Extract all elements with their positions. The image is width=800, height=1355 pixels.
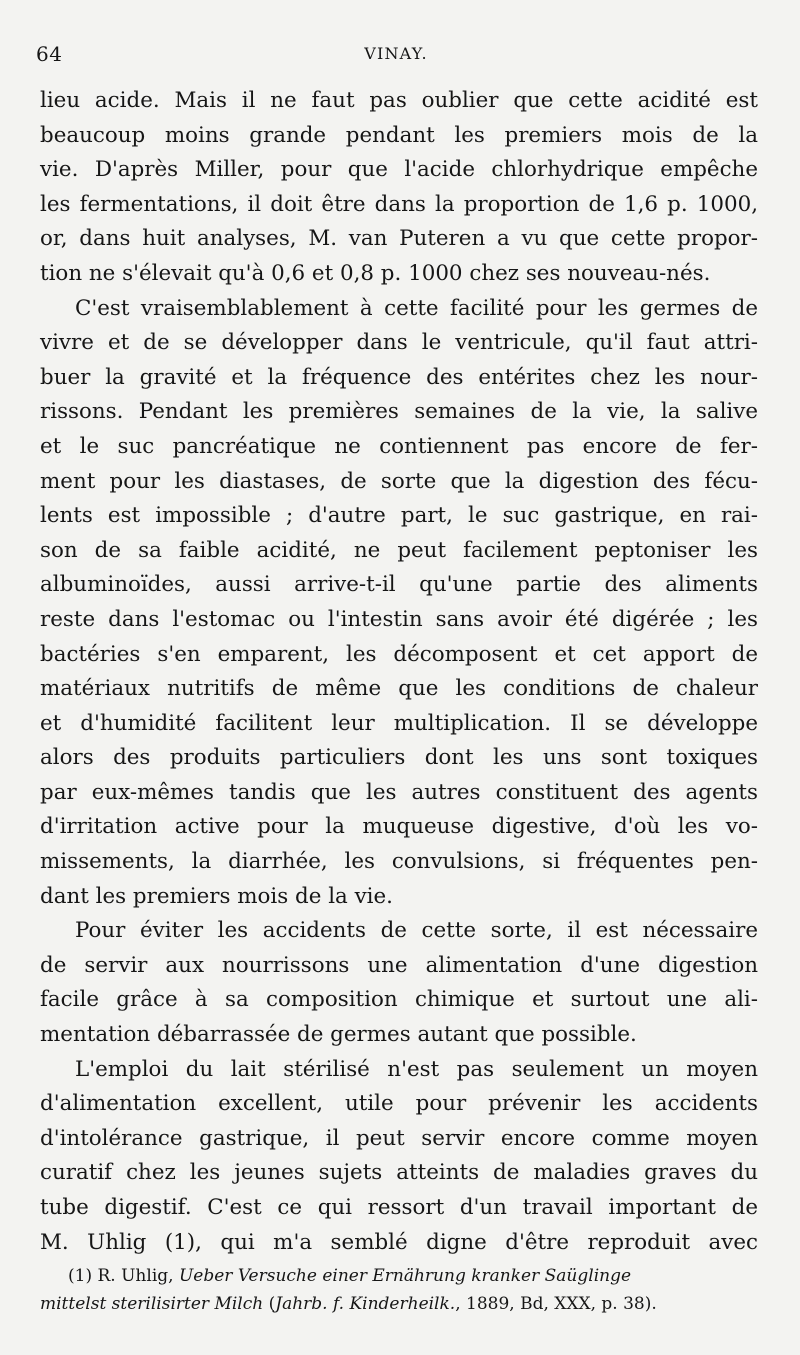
text-line: les fermentations, il doit être dans la proportion de 1,6 p. 1000, <box>40 191 758 217</box>
text-line: d'alimentation excellent, utile pour prévenir les accidents <box>40 1091 758 1117</box>
footnote-line <box>40 1290 764 1318</box>
footnote <box>40 1262 764 1318</box>
text-line: lieu acide. Mais il ne faut pas oublier que cette acidité est <box>40 88 758 113</box>
paragraph-start: L'emploi du lait stérilisé n'est pas seulement un moyen <box>75 1056 758 1082</box>
paragraph-start: Pour éviter les accidents de cette sorte, il est nécessaire <box>75 918 758 944</box>
footnote-journal: Jahrb. f. Kinderheilk. <box>275 1294 456 1314</box>
footnote-line <box>40 1262 764 1290</box>
text-line: beaucoup moins grande pendant les premiers mois de la <box>40 122 758 148</box>
text-line: matériaux nutritifs de même que les conditions de chaleur <box>40 676 758 702</box>
text-line: buer la gravité et la fréquence des entérites chez les nour- <box>40 364 758 390</box>
text-line: mentation débarrassée de germes autant que possible. <box>40 1022 637 1048</box>
text-line: par eux-mêmes tandis que les autres constituent des agents <box>40 779 758 805</box>
text-line: missements, la diarrhée, les convulsions, si fréquentes pen- <box>40 849 758 875</box>
text-line: d'intolérance gastrique, il peut servir encore comme moyen <box>40 1125 758 1151</box>
footnote-title-continued: mittelst sterilisirter Milch <box>40 1294 264 1314</box>
text-line: tube digestif. C'est ce qui ressort d'un travail important de <box>40 1195 758 1220</box>
text-line: d'irritation active pour la muqueuse digestive, d'où les vo- <box>40 814 758 840</box>
text-line: or, dans huit analyses, M. van Puteren a vu que cette propor- <box>40 226 758 252</box>
text-line: alors des produits particuliers dont les uns sont toxiques <box>40 745 758 771</box>
body-text <box>40 84 758 1260</box>
running-title: VINAY. <box>364 44 428 63</box>
text-line: reste dans l'estomac ou l'intestin sans avoir été digérée ; les <box>40 606 758 632</box>
text-line: facile grâce à sa composition chimique et surtout une ali- <box>40 987 758 1013</box>
paragraph-start: C'est vraisemblablement à cette facilité pour les germes de <box>75 295 758 321</box>
running-head <box>36 42 756 68</box>
footnote-details: , 1889, Bd, XXX, p. 38). <box>455 1294 657 1314</box>
text-line: de servir aux nourrissons une alimentation d'une digestion <box>40 952 758 978</box>
text-line: rissons. Pendant les premières semaines de la vie, la salive <box>40 399 758 425</box>
text-line: et d'humidité facilitent leur multiplication. Il se développe <box>40 710 758 736</box>
text-line: M. Uhlig (1), qui m'a semblé digne d'être reproduit avec <box>40 1229 758 1255</box>
text-line: dant les premiers mois de la vie. <box>40 883 393 909</box>
page-number: 64 <box>36 42 63 66</box>
footnote-author: R. Uhlig, <box>97 1266 174 1286</box>
footnote-title: Ueber Versuche einer Ernährung kranker Saüglinge <box>178 1266 632 1286</box>
text-line: et le suc pancréatique ne contiennent pas encore de fer- <box>40 433 758 459</box>
text-line: vivre et de se développer dans le ventricule, qu'il faut attri- <box>40 330 758 356</box>
text-line: albuminoïdes, aussi arrive-t-il qu'une partie des aliments <box>40 572 758 598</box>
text-line: ment pour les diastases, de sorte que la digestion des fécu- <box>40 468 758 494</box>
text-line: tion ne s'élevait qu'à 0,6 et 0,8 p. 1000 chez ses nouveau-nés. <box>40 260 711 286</box>
text-line: curatif chez les jeunes sujets atteints de maladies graves du <box>40 1160 758 1186</box>
text-line: lents est impossible ; d'autre part, le suc gastrique, en rai- <box>40 503 758 529</box>
text-line: bactéries s'en emparent, les décomposent et cet apport de <box>40 641 758 667</box>
footnote-marker: (1) <box>68 1266 93 1286</box>
footnote-paren: ( <box>268 1294 276 1314</box>
text-line: vie. D'après Miller, pour que l'acide chlorhydrique empêche <box>40 157 758 183</box>
text-line: son de sa faible acidité, ne peut facilement peptoniser les <box>40 537 758 563</box>
